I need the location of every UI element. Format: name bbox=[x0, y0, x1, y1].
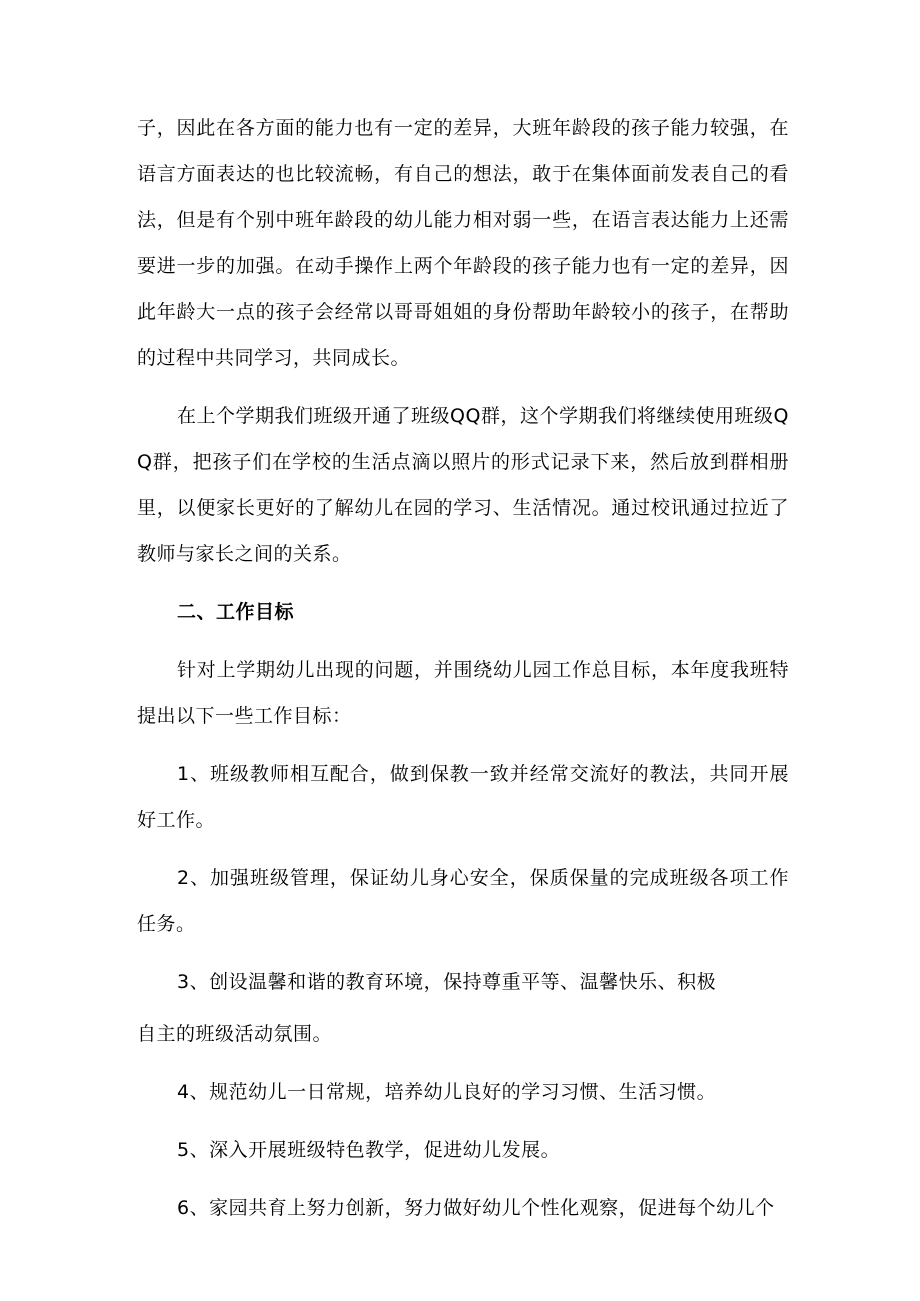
paragraph-gap bbox=[137, 947, 789, 959]
paragraph-gap bbox=[137, 843, 789, 855]
paragraph-gap bbox=[137, 381, 789, 393]
paragraph-goals-intro: 针对上学期幼儿出现的问题，并围绕幼儿园工作总目标，本年度我班特提出以下一些工作目标： bbox=[137, 659, 789, 727]
paragraph-class-ability: 子，因此在各方面的能力也有一定的差异，大班年龄段的孩子能力较强，在语言方面表达的也比较流畅，有自己的想法，敢于在集体面前发表自己的看法，但是有个别中班年龄段的幼儿能力相对弱一些，在语言表达能力上还需要进一步的加强。在动手操作上两个年龄段的孩子能力也有一定的差异，因此年龄大一点的孩子会经常以哥哥姐姐的身份帮助年龄较小的孩子，在帮助的过程中共同学习，共同成长。 bbox=[137, 117, 789, 369]
paragraph-gap bbox=[137, 1115, 789, 1127]
goal-item-1: 1、班级教师相互配合，做到保教一致并经常交流好的教法，共同开展好工作。 bbox=[137, 763, 789, 831]
goal-item-3: 3、创设温馨和谐的教育环境，保持尊重平等、温馨快乐、积极 bbox=[177, 971, 717, 993]
paragraph-gap bbox=[137, 739, 789, 751]
paragraph-qq-group: 在上个学期我们班级开通了班级QQ群，这个学期我们将继续使用班级QQ群，把孩子们在学校的生活点滴以照片的形式记录下来，然后放到群相册里，以便家长更好的了解幼儿在园的学习、生活情况。通过校讯通过拉近了教师与家长之间的关系。 bbox=[137, 405, 789, 565]
document-body bbox=[137, 105, 789, 1231]
goal-item-5: 5、深入开展班级特色教学，促进幼儿发展。 bbox=[177, 1139, 561, 1161]
goal-item-2: 2、加强班级管理，保证幼儿身心安全，保质保量的完成班级各项工作任务。 bbox=[137, 867, 789, 935]
paragraph-gap bbox=[137, 1173, 789, 1185]
paragraph-gap bbox=[137, 577, 789, 589]
goal-item-6: 6、家园共育上努力创新，努力做好幼儿个性化观察，促进每个幼儿个 bbox=[177, 1197, 775, 1219]
paragraph-gap bbox=[137, 635, 789, 647]
goal-item-4: 4、规范幼儿一日常规，培养幼儿良好的学习习惯、生活习惯。 bbox=[177, 1081, 717, 1103]
goal-item-3-continued: 自主的班级活动氛围。 bbox=[137, 1023, 333, 1045]
paragraph-gap bbox=[137, 1057, 789, 1069]
section-heading-work-goals: 二、工作目标 bbox=[177, 601, 295, 623]
